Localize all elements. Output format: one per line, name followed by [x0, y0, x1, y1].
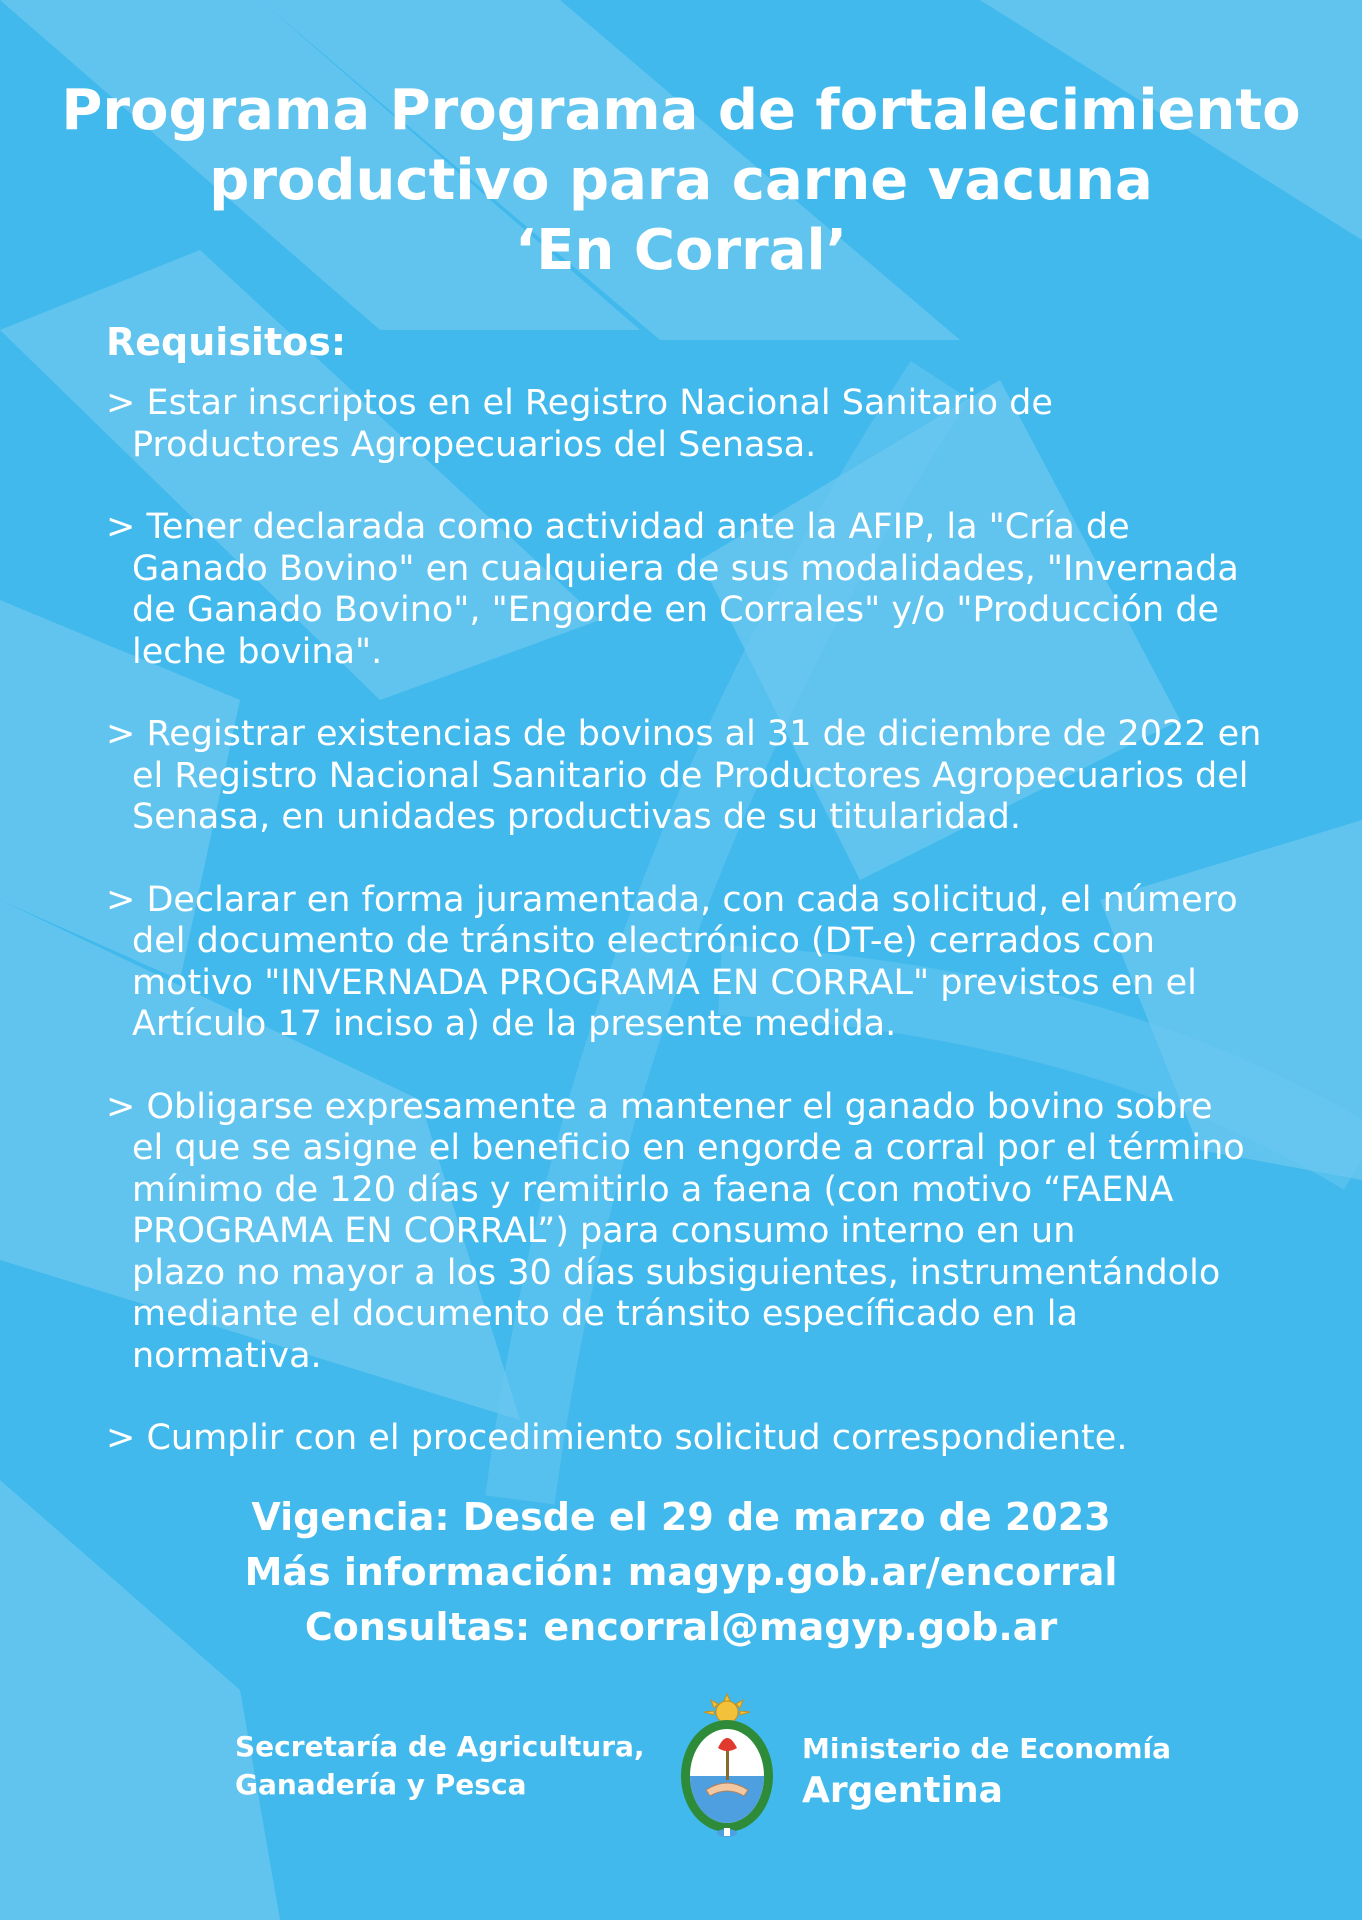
secretariat-line-1: Secretaría de Agricultura, [235, 1730, 645, 1763]
requirement-line: > Estar inscriptos en el Registro Nacional Sanitario de [106, 383, 1053, 423]
ministry-line-1: Ministerio de Economía [802, 1732, 1172, 1765]
requirement-line: Ganado Bovino" en cualquiera de sus modalidades, "Invernada [132, 548, 1239, 589]
requirement-line: > Cumplir con el procedimiento solicitud correspondiente. [106, 1418, 1128, 1458]
requirement-line: el Registro Nacional Sanitario de Productores Agropecuarios del [132, 755, 1249, 796]
program-info [60, 1490, 1302, 1655]
requirement-line: de Ganado Bovino", "Engorde en Corrales" y/o "Producción de [132, 590, 1220, 630]
requirement-line: > Declarar en forma juramentada, con cada solicitud, el número [106, 879, 1238, 920]
ministry-name [802, 1730, 1171, 1814]
program-title-line-2: productivo para carne vacuna [209, 148, 1153, 213]
requirement-line: leche bovina". [132, 631, 383, 672]
vigencia-text: Vigencia: Desde el 29 de marzo de 2023 [251, 1495, 1111, 1539]
requirements-heading: Requisitos: [106, 320, 347, 364]
requirement-item [106, 1087, 1306, 1378]
contact-email-link[interactable]: Consultas: encorral@magyp.gob.ar [304, 1605, 1058, 1649]
requirement-line: PROGRAMA EN CORRAL”) para consumo interno en un [132, 1211, 1076, 1251]
requirements-list [106, 383, 1306, 1501]
requirement-line: mínimo de 120 días y remitirlo a faena (con motivo “FAENA [132, 1169, 1174, 1210]
program-title-line-3: ‘En Corral’ [515, 218, 847, 283]
program-title-line-1: Programa Programa de fortalecimiento [61, 78, 1301, 143]
more-info-link[interactable]: Más información: magyp.gob.ar/encorral [244, 1550, 1118, 1594]
secretariat-line-2: Ganadería y Pesca [235, 1768, 527, 1801]
requirement-item [106, 383, 1306, 466]
requirement-line: motivo "INVERNADA PROGRAMA EN CORRAL" previstos en el [132, 962, 1197, 1003]
requirement-line: del documento de tránsito electrónico (DT-e) cerrados con [132, 921, 1155, 961]
requirement-item [106, 880, 1306, 1046]
requirement-line: Senasa, en unidades productivas de su titularidad. [132, 797, 1021, 837]
requirement-item [106, 714, 1306, 839]
requirement-line: > Tener declarada como actividad ante la AFIP, la "Cría de [106, 507, 1130, 547]
requirement-line: > Obligarse expresamente a mantener el ganado bovino sobre [106, 1086, 1213, 1127]
secretariat-name [235, 1728, 645, 1804]
requirement-item [106, 1418, 1306, 1460]
national-coat-of-arms-icon [674, 1690, 780, 1840]
requirement-line: Productores Agropecuarios del Senasa. [132, 424, 817, 465]
requirement-line: mediante el documento de tránsito específicado en la [132, 1294, 1078, 1334]
ministry-line-2: Argentina [802, 1770, 1003, 1811]
requirement-line: > Registrar existencias de bovinos al 31 de diciembre de 2022 en [106, 714, 1262, 754]
requirement-line: normativa. [132, 1335, 322, 1376]
requirement-item [106, 507, 1306, 673]
requirement-line: plazo no mayor a los 30 días subsiguientes, instrumentándolo [132, 1252, 1221, 1293]
program-title [60, 76, 1302, 286]
requirement-line: el que se asigne el beneficio en engorde a corral por el término [132, 1128, 1245, 1168]
requirement-line: Artículo 17 inciso a) de la presente medida. [132, 1004, 897, 1044]
